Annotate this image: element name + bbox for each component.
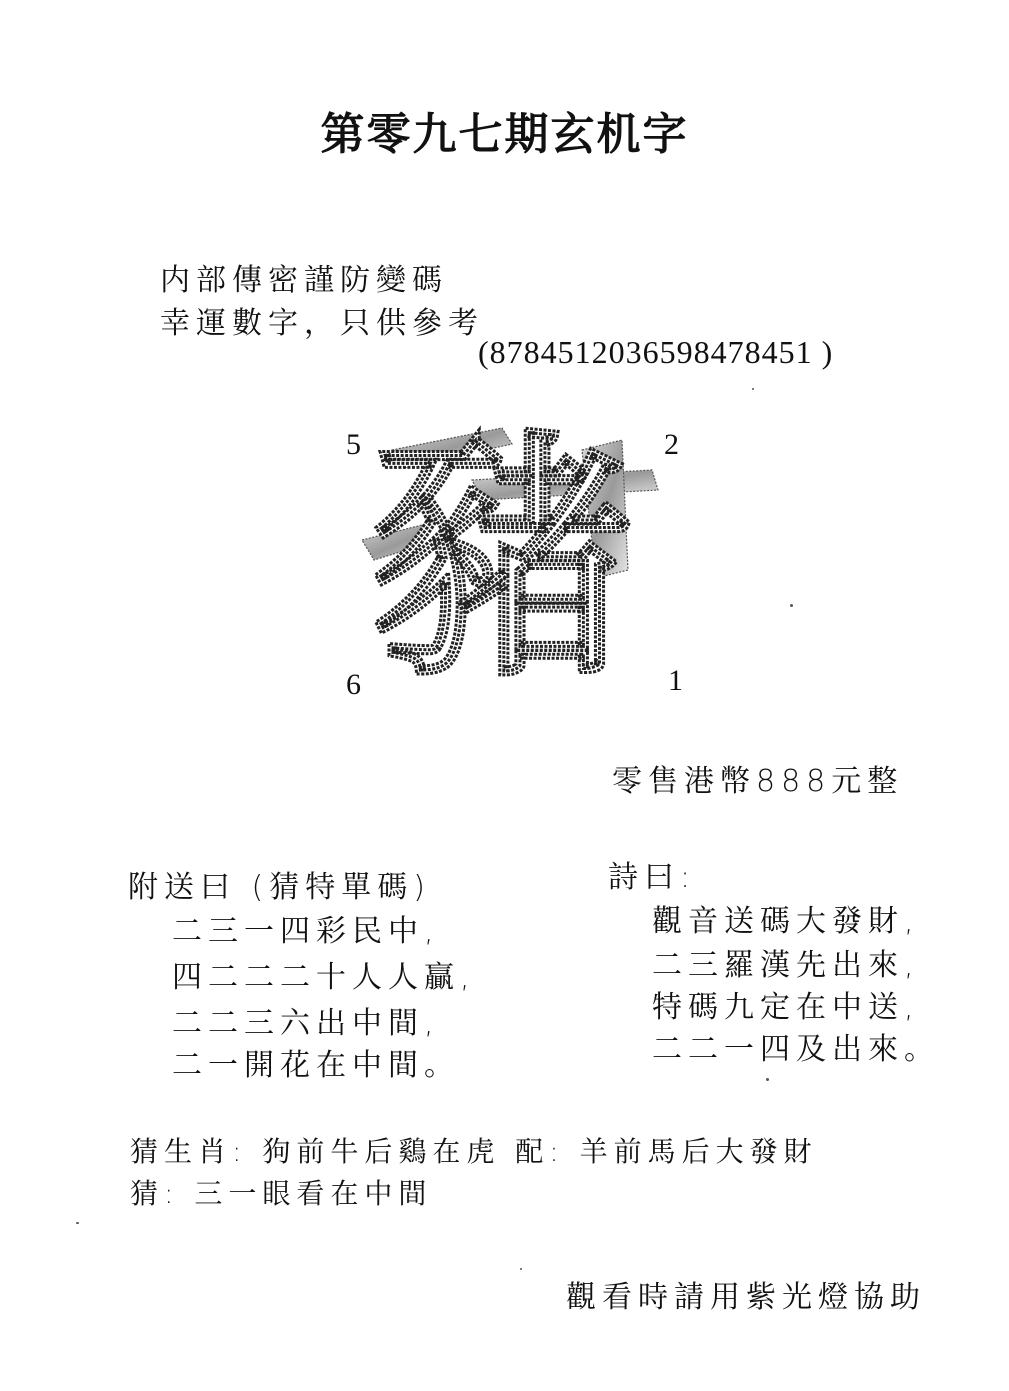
retail-price: 零售港幣888元整 <box>612 764 904 799</box>
poem-heading: 詩曰: <box>608 860 697 895</box>
gift-heading: 附送曰 (猜特單碼) <box>128 870 431 905</box>
poem-line: 二三羅漢先出來, <box>652 948 920 983</box>
footer-note: 觀看時請用紫光燈協助 <box>566 1280 926 1315</box>
corner-number-bottom-left: 6 <box>346 668 361 701</box>
corner-number-top-right: 2 <box>664 428 679 461</box>
intro-line-1: 内部傳密謹防變碼 <box>160 263 448 298</box>
lucky-number-code: (8784512036598478451 ) <box>478 334 834 370</box>
gift-line: 二二三六出中間, <box>172 1006 440 1041</box>
page-title: 第零九七期玄机字 <box>320 109 689 160</box>
poem-line: 特碼九定在中送, <box>652 990 920 1025</box>
poem-line: 二二一四及出來。 <box>652 1032 940 1067</box>
gift-line: 二一開花在中間。 <box>172 1048 460 1083</box>
corner-number-bottom-right: 1 <box>668 664 683 697</box>
zodiac-guess-line: 猜: 三一眼看在中間 <box>130 1177 433 1210</box>
zodiac-guess-line: 猜生肖: 狗前牛后鷄在虎 配: 羊前馬后大發財 <box>130 1135 818 1168</box>
mystery-character-graphic <box>352 410 672 680</box>
corner-number-top-left: 5 <box>346 428 361 461</box>
gift-line: 二三一四彩民中, <box>172 914 440 949</box>
scan-speck <box>790 604 793 607</box>
intro-line-2: 幸運數字，只供參考 <box>160 306 484 341</box>
gift-line: 四二二二十人人贏, <box>172 960 476 995</box>
scan-speck <box>766 1078 769 1081</box>
glyph-character: 豬 <box>372 410 632 680</box>
scan-speck <box>520 1268 522 1270</box>
scan-speck <box>752 388 754 390</box>
poem-line: 觀音送碼大發財, <box>652 904 920 939</box>
scan-speck <box>76 1222 79 1224</box>
